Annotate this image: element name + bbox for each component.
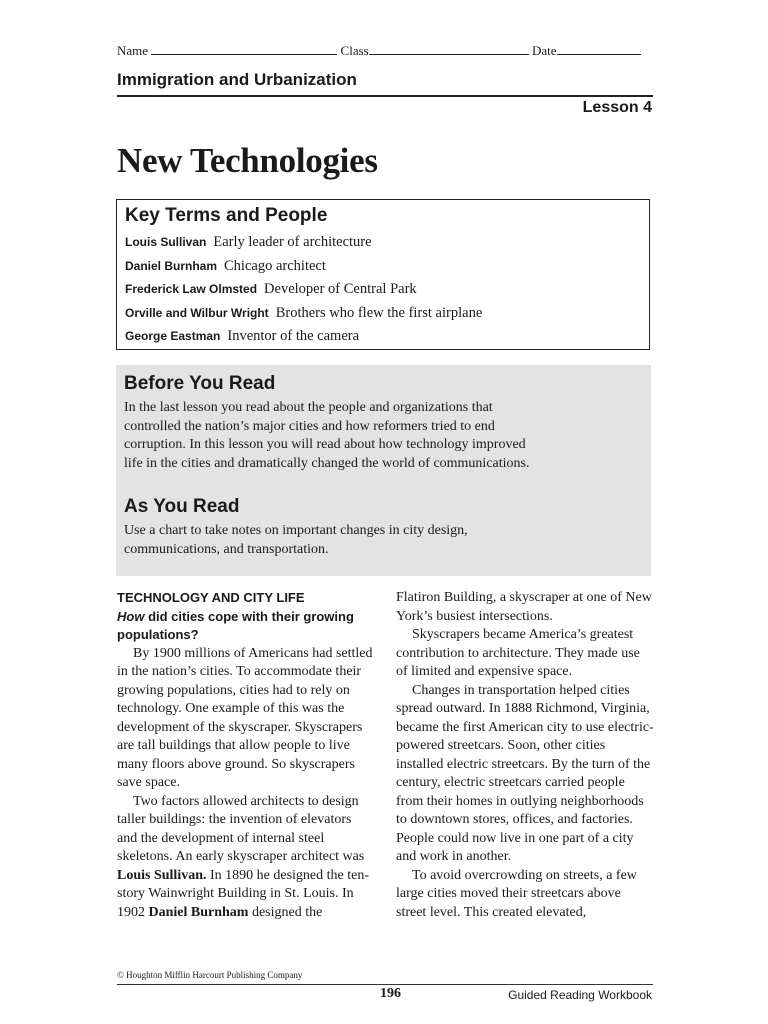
key-term-definition: Developer of Central Park	[264, 281, 417, 297]
header-divider	[117, 95, 653, 97]
key-term-highlight: Daniel Burnham	[148, 904, 249, 920]
section-heading: TECHNOLOGY AND CITY LIFE	[117, 590, 305, 605]
key-term-name: George Eastman	[125, 329, 221, 343]
name-label: Name	[117, 43, 149, 58]
name-blank[interactable]	[151, 42, 337, 55]
key-term-definition: Brothers who flew the first airplane	[275, 304, 483, 321]
key-terms-heading: Key Terms and People	[125, 205, 328, 226]
as-you-read-text: Use a chart to take notes on important changes in city design, communications, and transportation.	[124, 523, 468, 557]
page-title: New Technologies	[117, 141, 378, 180]
key-term-name: Frederick Law Olmsted	[125, 282, 258, 296]
key-term-name: Louis Sullivan	[125, 235, 207, 249]
paragraph	[117, 793, 375, 923]
date-label: Date	[531, 43, 557, 58]
footer-divider	[117, 984, 653, 985]
paragraph-text: designed the	[248, 904, 323, 920]
key-term-row	[125, 301, 649, 325]
key-term-name: Daniel Burnham	[125, 258, 218, 273]
workbook-name: Guided Reading Workbook	[508, 988, 652, 1002]
paragraph-text: In 1890 he designed the ten-story Wainwright Building in St. Louis. In 1902	[117, 867, 370, 920]
question-text: did cities cope with their growing populations?	[117, 608, 354, 642]
key-term-definition: Chicago architect	[224, 257, 326, 274]
before-you-read-heading: Before You Read	[124, 373, 276, 394]
key-term-row	[125, 277, 649, 301]
paragraph: To avoid overcrowding on streets, a few large cities moved their streetcars above street level. This created elevated,	[396, 867, 637, 920]
lesson-number: Lesson 4	[582, 99, 652, 116]
key-term-highlight: Louis Sullivan.	[117, 867, 207, 883]
question-emphasis: How	[117, 608, 145, 624]
key-term-name: Orville and Wilbur Wright	[125, 305, 269, 320]
class-label: Class	[340, 43, 369, 58]
key-term-definition: Early leader of architecture	[213, 234, 372, 250]
unit-title: Immigration and Urbanization	[117, 70, 357, 89]
key-term-definition: Inventor of the camera	[227, 328, 360, 344]
paragraph-text: Two factors allowed architects to design taller buildings: the invention of elevators and the development of internal steel skeletons. An early skyscraper architect was	[117, 793, 365, 864]
paragraph: By 1900 millions of Americans had settled in the nation’s cities. To accommodate their growing populations, cities had to rely on technology. One example of this was the development of the skyscraper. Skyscrapers are tall buildings that allow people to live many floors above ground. So skyscrapers save space.	[117, 645, 373, 790]
section-question	[117, 608, 375, 645]
class-blank[interactable]	[369, 42, 529, 55]
page-number: 196	[380, 986, 401, 1001]
reading-prep-box	[116, 365, 651, 576]
key-term-row	[125, 230, 649, 254]
name-class-date-line	[117, 42, 653, 59]
right-column	[396, 589, 654, 922]
as-you-read-heading: As You Read	[124, 496, 240, 517]
left-column	[117, 589, 375, 922]
paragraph: Flatiron Building, a skyscraper at one of New York’s busiest intersections.	[396, 590, 652, 624]
copyright-notice: © Houghton Mifflin Harcourt Publishing Company	[117, 970, 303, 980]
key-term-row	[125, 254, 649, 278]
paragraph: Skyscrapers became America’s greatest contribution to architecture. They made use of limited and expensive space.	[396, 627, 640, 679]
key-term-row	[125, 324, 649, 348]
key-terms-box	[116, 199, 650, 350]
date-blank[interactable]	[557, 42, 641, 55]
paragraph: Changes in transportation helped cities spread outward. In 1888 Richmond, Virginia, became the first American city to use electric-powered streetcars. Soon, other cities installed electric streetcars. By the turn of the century, electric streetcars carried people from their homes in outlying neighborhoods to downtown stores, offices, and factories. People could now live in one part of a city and work in another.	[396, 682, 654, 864]
before-you-read-text: In the last lesson you read about the people and organizations that controlled the nation’s major cities and how reformers tried to end corruption. In this lesson you will read about how technology improved life in the cities and dramatically changed the world of communications.	[124, 400, 530, 471]
